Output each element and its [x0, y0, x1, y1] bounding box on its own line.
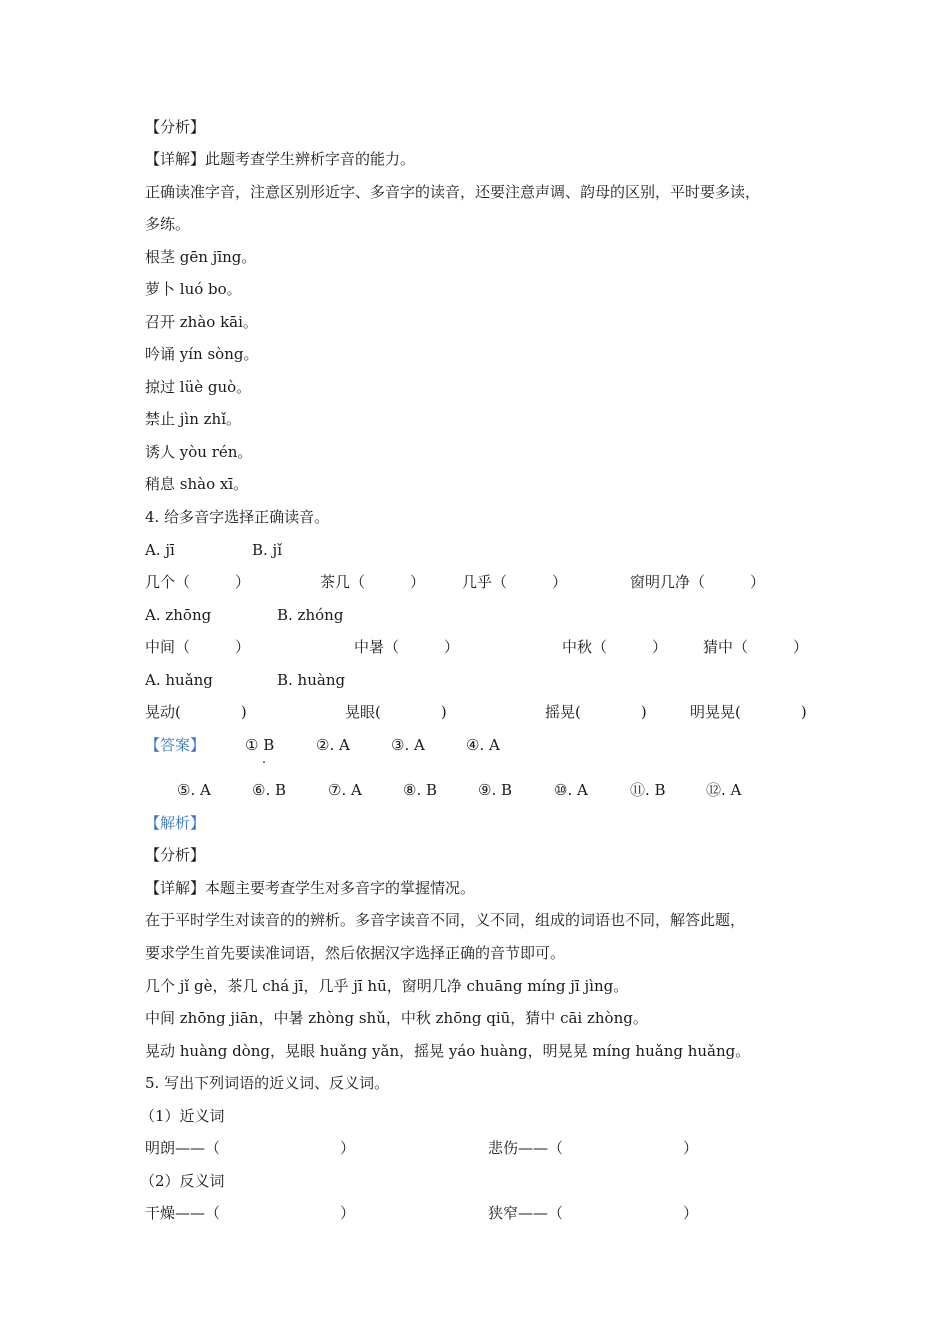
- answer-item: ⑨. B: [478, 781, 513, 799]
- option-a: A. huǎng: [145, 671, 213, 689]
- word-reading: 召开 zhào kāi。: [145, 313, 258, 331]
- fill-item: 茶几（ ）: [320, 573, 426, 591]
- fill-item: 明晃晃( ): [690, 703, 807, 721]
- word-reading: 萝卜 luó bo。: [145, 280, 242, 298]
- subsection-antonym: （2）反义词: [140, 1172, 225, 1190]
- answer-item: ① B: [245, 736, 275, 754]
- reading-line: 几个 jǐ gè，茶几 chá jī，几乎 jī hū，窗明几净 chuāng míng jī jìng。: [145, 977, 629, 995]
- fill-item: 中暑（ ）: [354, 638, 460, 656]
- subsection-synonym: （1）近义词: [140, 1107, 225, 1125]
- fill-item: 干燥——（ ）: [145, 1204, 356, 1222]
- word-reading: 稍息 shào xī。: [145, 475, 249, 493]
- answer-item: ⑤. A: [177, 781, 211, 799]
- answer-item: ⑪. B: [630, 781, 666, 799]
- fill-item: 摇晃( ): [545, 703, 647, 721]
- question-4-title: 4. 给多音字选择正确读音。: [145, 508, 330, 526]
- fill-item: 几乎（ ）: [462, 573, 568, 591]
- option-a: A. jī: [145, 541, 175, 559]
- detail-heading: 【详解】本题主要考查学生对多音字的掌握情况。: [145, 879, 476, 897]
- paragraph: 正确读准字音，注意区别形近字、多音字的读音，还要注意声调、韵母的区别，平时要多读，: [145, 183, 761, 201]
- option-b: B. jǐ: [252, 541, 283, 559]
- paragraph: 要求学生首先要读准词语，然后依据汉字选择正确的音节即可。: [145, 944, 566, 962]
- answer-item: ④. A: [466, 736, 500, 754]
- fill-item: 几个（ ）: [145, 573, 251, 591]
- word-reading: 诱人 yòu rén。: [145, 443, 253, 461]
- answer-item: ⑥. B: [252, 781, 287, 799]
- detail-heading: 【详解】此题考查学生辨析字音的能力。: [145, 150, 416, 168]
- analysis-heading: 【分析】: [145, 118, 206, 136]
- fill-item: 晃眼( ): [345, 703, 447, 721]
- answer-item: ②. A: [316, 736, 350, 754]
- fill-item: 猜中（ ）: [703, 638, 809, 656]
- fill-item: 晃动( ): [145, 703, 247, 721]
- question-5-title: 5. 写出下列词语的近义词、反义词。: [145, 1074, 390, 1092]
- fill-item: 悲伤——（ ）: [488, 1139, 699, 1157]
- paragraph: 多练。: [145, 215, 191, 233]
- answer-item: ⑧. B: [403, 781, 438, 799]
- word-reading: 吟诵 yín sòng。: [145, 345, 259, 363]
- explanation-label: 【解析】: [145, 814, 206, 832]
- word-reading: 掠过 lüè guò。: [145, 378, 252, 396]
- fill-item: 中秋（ ）: [562, 638, 668, 656]
- answer-item: ③. A: [391, 736, 425, 754]
- reading-line: 晃动 huàng dòng，晃眼 huǎng yǎn，摇晃 yáo huàng，明晃晃 míng huǎng huǎng。: [145, 1042, 751, 1060]
- answer-label: 【答案】: [145, 736, 206, 754]
- fill-item: 中间（ ）: [145, 638, 251, 656]
- option-b: B. zhóng: [277, 606, 344, 624]
- fill-item: 狭窄——（ ）: [488, 1204, 699, 1222]
- dot-mark: [263, 761, 265, 763]
- fill-item: 窗明几净（ ）: [630, 573, 766, 591]
- answer-item: ⑦. A: [328, 781, 362, 799]
- answer-item: ⑫. A: [706, 781, 742, 799]
- answer-item: ⑩. A: [554, 781, 588, 799]
- paragraph: 在于平时学生对读音的的辨析。多音字读音不同，义不同，组成的词语也不同，解答此题，: [145, 911, 746, 929]
- word-reading: 禁止 jìn zhǐ。: [145, 410, 242, 428]
- reading-line: 中间 zhōng jiān，中暑 zhòng shǔ，中秋 zhōng qiū，猜中 cāi zhòng。: [145, 1009, 648, 1027]
- option-b: B. huàng: [277, 671, 346, 689]
- option-a: A. zhōng: [145, 606, 212, 624]
- word-reading: 根茎 gēn jīng。: [145, 248, 257, 266]
- analysis-heading: 【分析】: [145, 846, 206, 864]
- fill-item: 明朗——（ ）: [145, 1139, 356, 1157]
